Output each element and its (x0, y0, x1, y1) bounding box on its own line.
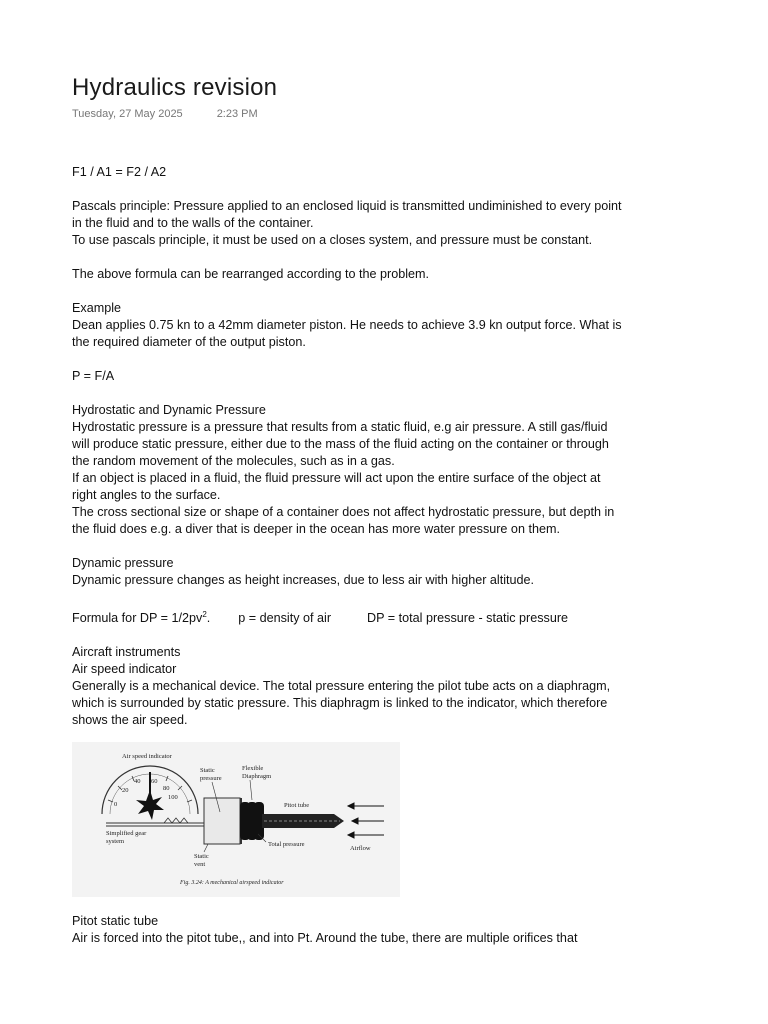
fig-diaphragm (240, 802, 264, 840)
fig-pitot-label: Pitot tube (284, 802, 310, 809)
pitot-section (72, 913, 672, 947)
paragraph-rearrange: The above formula can be rearranged according to the problem. (72, 267, 430, 281)
dp-density: p = density of air (238, 611, 332, 626)
fig-scale-40: 40 (134, 778, 141, 785)
text-line: shows the air speed. (72, 713, 188, 728)
paragraph-hydrostatic (72, 402, 672, 538)
fig-scale-100: 100 (168, 794, 178, 801)
fig-gear-label-2: system (106, 838, 125, 845)
text-line: Generally is a mechanical device. The total pressure entering the pilot tube acts on a diaphragm, (72, 679, 611, 694)
text-line: Air is forced into the pitot tube,, and into Pt. Around the tube, there are multiple orifices that (72, 931, 578, 945)
paragraph-pascal (72, 198, 672, 249)
formula-pressure: P = F/A (72, 369, 115, 383)
fig-static-label-2: pressure (200, 775, 222, 782)
text-line: will produce static pressure, either due to the mass of the fluid acting on the container or through (72, 437, 609, 451)
fig-static-vent-label-2: vent (194, 861, 206, 868)
text-line: in the fluid and to the walls of the container. (72, 216, 314, 230)
fig-scale-0: 0 (114, 801, 118, 808)
text-line: The cross sectional size or shape of a container does not affect hydrostatic pressure, but depth in (72, 505, 615, 519)
text-line: If an object is placed in a fluid, the fluid pressure will act upon the entire surface of the object at (72, 471, 601, 485)
dp-formula-text: Formula for DP = 1/2pv (72, 611, 203, 626)
paragraph-example (72, 300, 672, 351)
text-line: Dynamic pressure changes as height increases, due to less air with higher altitude. (72, 573, 535, 587)
page-date: Tuesday, 27 May 2025 (72, 108, 183, 120)
dp-total: DP = total pressure - static pressure (367, 611, 569, 626)
fig-total-pressure-label: Total pressure (268, 841, 305, 848)
fig-flexible-label-1: Flexible (242, 765, 264, 772)
hydrostatic-heading: Hydrostatic and Dynamic Pressure (72, 403, 266, 417)
fig-static-label-1: Static (200, 767, 215, 774)
text-line: the random movement of the molecules, such as in a gas. (72, 454, 395, 468)
formula-pascal: F1 / A1 = F2 / A2 (72, 165, 167, 179)
fig-airflow-arrows (348, 803, 384, 838)
fig-asi-label: Air speed indicator (122, 753, 172, 760)
page-title: Hydraulics revision (72, 74, 278, 101)
paragraph-dynamic (72, 555, 672, 589)
page-time: 2:23 PM (216, 108, 258, 120)
note-body (72, 164, 672, 746)
example-heading: Example (72, 301, 121, 315)
fig-airflow-label: Airflow (350, 845, 371, 852)
instruments-heading: Aircraft instruments (72, 645, 181, 660)
fig-caption: Fig. 3.24: A mechanical airspeed indicator (180, 880, 284, 886)
text-line: Hydrostatic pressure is a pressure that results from a static fluid, e.g air pressure. A still gas/fluid (72, 420, 608, 434)
paragraph-dp-formula (72, 606, 672, 627)
dynamic-heading: Dynamic pressure (72, 556, 174, 570)
fig-scale-80: 80 (163, 785, 170, 792)
page-timestamp (72, 108, 258, 120)
dp-formula-period: . (206, 611, 211, 626)
fig-scale-20: 20 (122, 787, 129, 794)
dp-formula-exponent: 2 (202, 610, 207, 619)
airspeed-indicator-figure (72, 742, 400, 897)
text-line: the fluid does e.g. a diver that is deeper in the ocean has more water pressure on them. (72, 522, 560, 536)
fig-gear-label-1: Simplified gear (106, 830, 147, 837)
text-line: which is surrounded by static pressure. This diaphragm is linked to the indicator, which therefore (72, 696, 608, 711)
asi-heading: Air speed indicator (72, 662, 177, 677)
text-line: right angles to the surface. (72, 488, 221, 502)
text-line: the required diameter of the output piston. (72, 335, 306, 349)
fig-static-vent-label-1: Static (194, 853, 209, 860)
text-line: Dean applies 0.75 kn to a 42mm diameter piston. He needs to achieve 3.9 kn output force. What is (72, 318, 622, 332)
pitot-heading: Pitot static tube (72, 914, 159, 928)
paragraph-instruments (72, 644, 672, 729)
text-line: To use pascals principle, it must be used on a closes system, and pressure must be constant. (72, 233, 593, 247)
fig-flexible-label-2: Diaphragm (242, 773, 272, 780)
text-line: Pascals principle: Pressure applied to an enclosed liquid is transmitted undiminished to every point (72, 199, 622, 213)
dp-formula (72, 611, 210, 625)
fig-scale-60: 60 (151, 778, 158, 785)
